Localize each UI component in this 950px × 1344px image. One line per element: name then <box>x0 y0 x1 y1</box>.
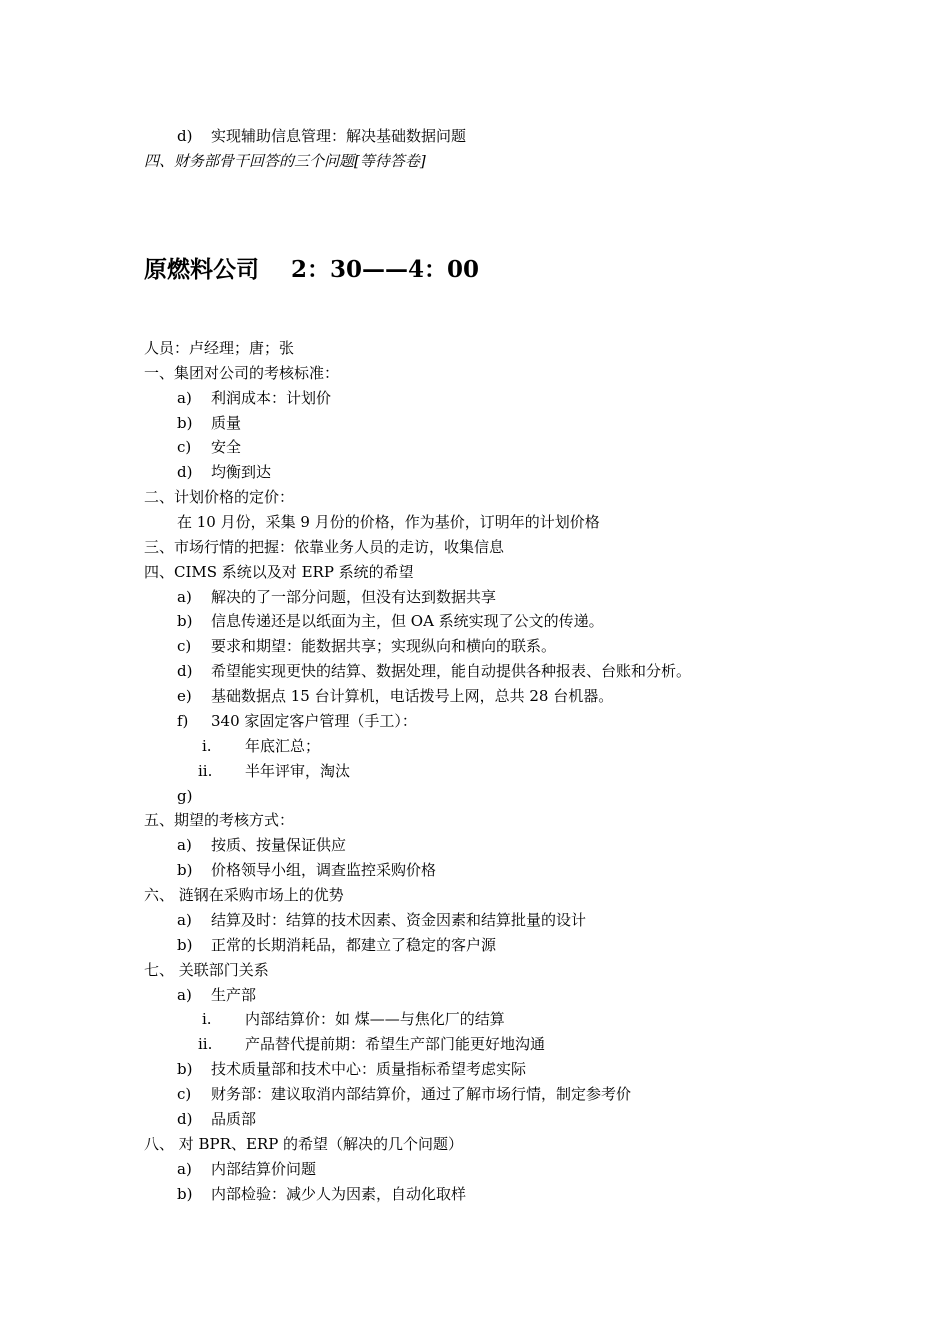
section-heading: 二、计划价格的定价： <box>144 488 295 506</box>
sublist-marker: ii. <box>198 762 213 780</box>
section-heading: 五、期望的考核方式： <box>144 811 295 829</box>
list-marker: c) <box>177 637 192 655</box>
list-marker: b) <box>177 1060 193 1078</box>
section-heading: 八、 对 BPR、ERP 的希望（解决的几个问题） <box>144 1135 464 1153</box>
personnel-line: 人员：卢经理；唐；张 <box>144 339 295 357</box>
list-marker: d) <box>177 127 193 145</box>
sublist-marker: i. <box>202 1010 212 1028</box>
list-marker: a) <box>177 986 192 1004</box>
list-item-text: 内部检验：减少人为因素，自动化取样 <box>211 1185 467 1203</box>
list-marker: b) <box>177 936 193 954</box>
paragraph: 在 10 月份，采集 9 月份的价格，作为基价，订明年的计划价格 <box>177 513 600 531</box>
list-item-text: 正常的长期消耗品，都建立了稳定的客户源 <box>211 936 497 954</box>
list-item-text: 要求和期望：能数据共享；实现纵向和横向的联系。 <box>211 637 557 655</box>
list-item-text: 信息传递还是以纸面为主，但 OA 系统实现了公文的传递。 <box>211 612 604 630</box>
list-item-text: 按质、按量保证供应 <box>211 836 347 854</box>
page-title <box>144 255 479 285</box>
section-heading: 四、CIMS 系统以及对 ERP 系统的希望 <box>144 563 414 581</box>
sublist-marker: ii. <box>198 1035 213 1053</box>
list-marker: g) <box>177 787 193 805</box>
sublist-item-text: 产品替代提前期：希望生产部门能更好地沟通 <box>245 1035 546 1053</box>
list-marker: b) <box>177 612 193 630</box>
section-heading: 四、财务部骨干回答的三个问题[等待答卷] <box>144 152 426 170</box>
sublist-marker: i. <box>202 737 212 755</box>
list-item-text: 基础数据点 15 台计算机，电话拨号上网，总共 28 台机器。 <box>211 687 614 705</box>
title-company: 原燃料公司 <box>144 256 259 283</box>
list-marker: b) <box>177 1185 193 1203</box>
section-heading: 三、市场行情的把握：依靠业务人员的走访，收集信息 <box>144 538 505 556</box>
list-item-text: 技术质量部和技术中心：质量指标希望考虑实际 <box>211 1060 527 1078</box>
list-marker: e) <box>177 687 192 705</box>
list-item-text: 340 家固定客户管理（手工）： <box>211 712 417 730</box>
list-item-text: 解决的了一部分问题，但没有达到数据共享 <box>211 588 497 606</box>
list-item-text: 结算及时：结算的技术因素、资金因素和结算批量的设计 <box>211 911 587 929</box>
list-item-text: 内部结算价问题 <box>211 1160 317 1178</box>
list-marker: b) <box>177 861 193 879</box>
list-marker: d) <box>177 662 193 680</box>
list-marker: a) <box>177 389 192 407</box>
list-item-text: 实现辅助信息管理：解决基础数据问题 <box>211 127 467 145</box>
list-item-text: 利润成本：计划价 <box>211 389 332 407</box>
sublist-item-text: 年底汇总； <box>245 737 321 755</box>
section-heading: 一、集团对公司的考核标准： <box>144 364 340 382</box>
sublist-item-text: 内部结算价：如 煤——与焦化厂的结算 <box>245 1010 505 1028</box>
list-marker: f) <box>177 712 189 730</box>
list-marker: b) <box>177 414 193 432</box>
list-item-text: 均衡到达 <box>211 463 272 481</box>
section-heading: 六、 涟钢在采购市场上的优势 <box>144 886 344 904</box>
list-marker: c) <box>177 438 192 456</box>
title-time: 2：30——4：00 <box>291 256 480 283</box>
list-item-text: 质量 <box>211 414 242 432</box>
list-marker: a) <box>177 836 192 854</box>
list-item-text: 生产部 <box>211 986 257 1004</box>
sublist-item-text: 半年评审，淘汰 <box>245 762 351 780</box>
list-marker: c) <box>177 1085 192 1103</box>
list-item-text: 财务部：建议取消内部结算价，通过了解市场行情，制定参考价 <box>211 1085 632 1103</box>
list-marker: a) <box>177 588 192 606</box>
list-item-text: 价格领导小组，调查监控采购价格 <box>211 861 437 879</box>
list-marker: d) <box>177 1110 193 1128</box>
list-item-text: 安全 <box>211 438 242 456</box>
section-heading: 七、 关联部门关系 <box>144 961 269 979</box>
list-marker: d) <box>177 463 193 481</box>
list-marker: a) <box>177 1160 192 1178</box>
list-marker: a) <box>177 911 192 929</box>
list-item-text: 希望能实现更快的结算、数据处理，能自动提供各种报表、台账和分析。 <box>211 662 692 680</box>
list-item-text: 品质部 <box>211 1110 257 1128</box>
